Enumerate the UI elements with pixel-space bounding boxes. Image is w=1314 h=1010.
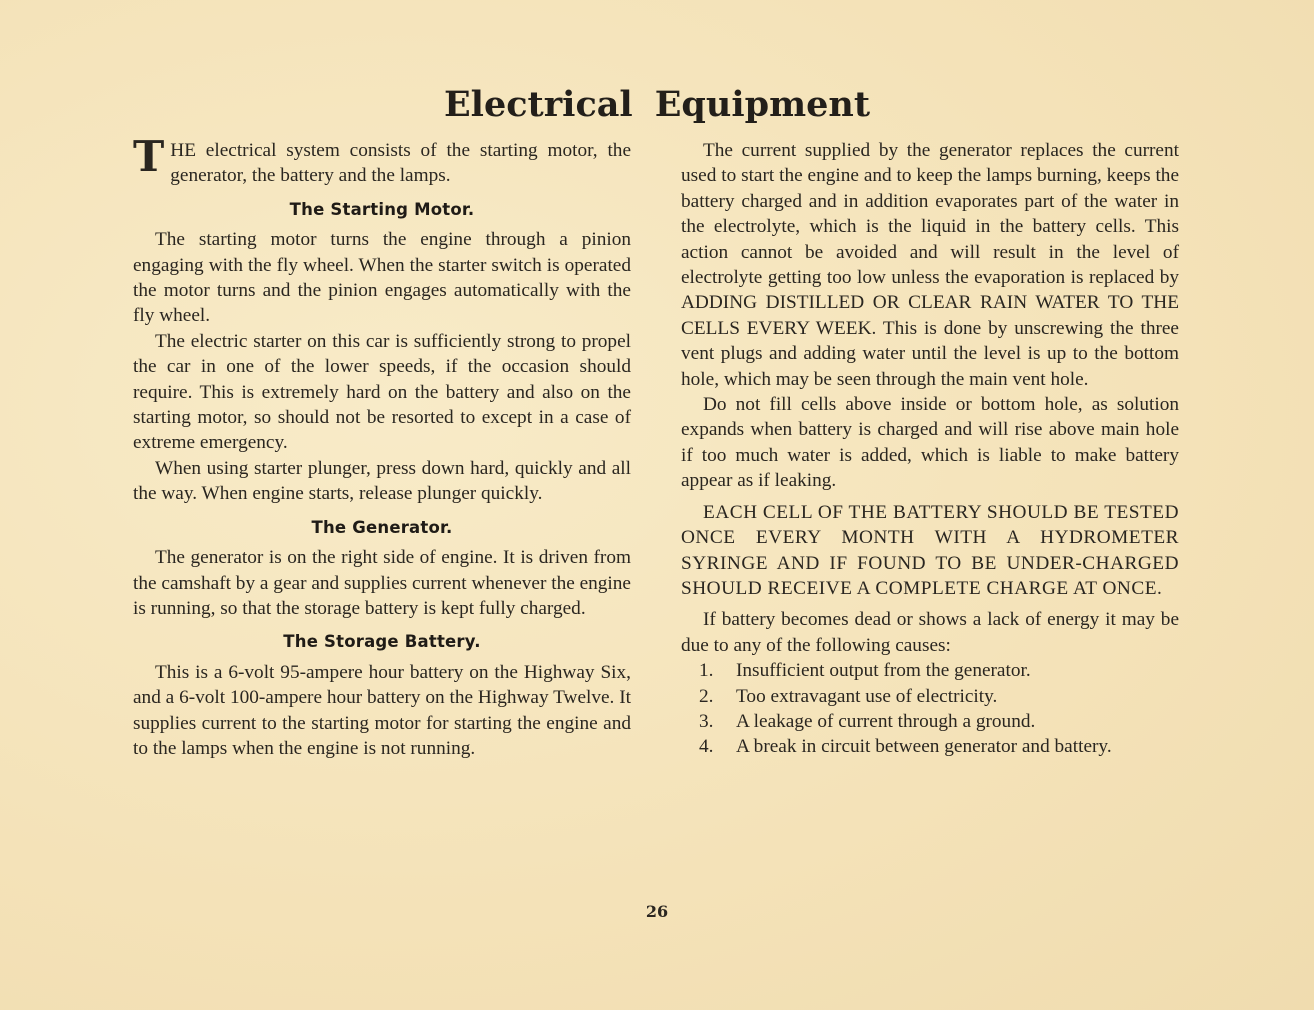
title-word-1: Electrical: [443, 84, 633, 125]
list-item: [681, 734, 1179, 759]
intro-text: HE electrical system consists of the starting motor, the generator, the battery and the lamps.: [170, 140, 631, 187]
list-text: A leakage of current through a ground.: [736, 710, 1036, 732]
paragraph: Do not fill cells above inside or bottom hole, as solution expands when battery is charged and will rise above main hole if too much water is added, which is liable to make battery appear as if leaking.: [681, 394, 1179, 492]
section-heading-storage-battery: The Storage Battery.: [283, 632, 481, 652]
section-heading-starting-motor: The Starting Motor.: [289, 199, 475, 219]
causes-intro: If battery becomes dead or shows a lack of energy it may be due to any of the following causes:: [681, 609, 1179, 656]
page-number: 26: [645, 902, 669, 921]
section-heading-generator: The Generator.: [311, 517, 453, 537]
list-item: [681, 684, 1179, 709]
paragraph: The starting motor turns the engine through a pinion engaging with the fly wheel. When the starter switch is operated the motor turns and the pinion engages automatically with the fly wheel.: [133, 229, 631, 327]
list-text: Too extravagant use of electricity.: [736, 685, 998, 707]
list-number: 4.: [699, 736, 714, 758]
list-number: 1.: [699, 660, 714, 682]
paragraph: The electric starter on this car is sufficiently strong to propel the car in one of the lower speeds, if the occasion should require. This is extremely hard on the battery and also on the starting motor, so should not be resorted to except in a case of extreme emergency.: [133, 330, 631, 454]
title-word-2: Equipment: [654, 84, 871, 125]
right-column: [681, 138, 1179, 760]
intro-paragraph: [133, 132, 631, 189]
paragraph: The current supplied by the generator replaces the current used to start the engine and to keep the lamps burning, keeps the battery charged and in addition evaporates part of the water in the electrolyte, which is the liquid in the battery cells. This action cannot be avoided and will result in the level of electrolyte getting too low unless the evaporation is replaced by ADDING DISTILLED OR CLEAR RAIN WATER TO THE CELLS EVERY WEEK. This is done by unscrewing the three vent plugs and adding water until the level is up to the bottom hole, which may be seen through the main vent hole.: [681, 140, 1179, 390]
list-item: [681, 709, 1179, 734]
list-text: A break in circuit between generator and battery.: [736, 736, 1112, 758]
list-text: Insufficient output from the generator.: [736, 660, 1031, 682]
paragraph: This is a 6-volt 95-ampere hour battery on the Highway Six, and a 6-volt 100-ampere hour battery on the Highway Twelve. It supplies current to the starting motor for starting the engine and to the lamps when the engine is not running.: [133, 661, 631, 759]
page-title: [0, 84, 1314, 125]
left-column: [133, 132, 631, 761]
paragraph: When using starter plunger, press down hard, quickly and all the way. When engine starts, release plunger quickly.: [133, 457, 631, 505]
list-number: 3.: [699, 710, 714, 732]
paragraph: The generator is on the right side of engine. It is driven from the camshaft by a gear and supplies current whenever the engine is running, so that the storage battery is kept fully charged.: [133, 547, 631, 619]
list-number: 2.: [699, 685, 714, 707]
drop-cap: T: [133, 132, 165, 181]
warning-paragraph: EACH CELL OF THE BATTERY SHOULD BE TESTED ONCE EVERY MONTH WITH A HYDROMETER SYRINGE AND IF FOUND TO BE UNDER-CHARGED SHOULD RECEIVE A COMPLETE CHARGE AT ONCE.: [681, 501, 1179, 599]
list-item: [681, 658, 1179, 683]
